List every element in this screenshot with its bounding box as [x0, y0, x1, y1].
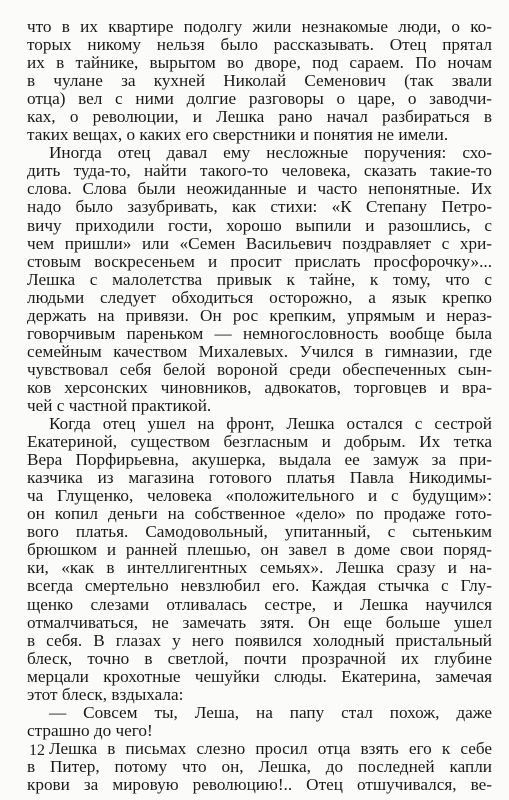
text-line: семейным качеством Михалевых. Учился в гимназии, где	[27, 341, 492, 361]
text-line: щенко слезами отливалась сестре, и Лешка научился	[27, 594, 492, 614]
text-line: ча Глущенко, человека «положительного и с будущим»:	[27, 486, 492, 506]
text-line: Иногда отец давал ему несложные поручения: схо-	[49, 143, 492, 163]
page-number: 12	[29, 742, 45, 759]
text-line: этот блеск, вздыхала:	[27, 684, 184, 704]
text-line: брюшком и ранней плешью, он завел в доме свои поряд-	[27, 540, 492, 560]
text-line: людьми следует обходиться осторожно, а язык крепко	[27, 287, 492, 307]
text-line: чувствовал себя белой вороной среди обеспеченных сын-	[27, 359, 492, 379]
text-line: Вера Порфирьевна, акушерка, выдала ее замуж за при-	[27, 450, 492, 470]
text-line: что в их квартире подолгу жили незнакомые люди, о ко-	[27, 17, 492, 36]
text-line: таких вещах, о каких его сверстники и понятия не имели.	[27, 125, 449, 145]
body-text	[27, 18, 492, 794]
text-line: их в тайнике, вырытом во дворе, под сараем. По ночам	[27, 53, 492, 73]
text-line: дить туда-то, найти такого-то человека, сказать такие-то	[27, 161, 492, 181]
text-line: вичу приходили гости, хорошо выпили и разошлись, с	[27, 215, 492, 235]
text-line: всегда смертельно невзлюбил его. Каждая стычка с Глу-	[27, 576, 492, 596]
text-line: страшно до чего!	[27, 720, 153, 740]
text-line: ки, «как в интеллигентных семьях». Лешка сразу и на-	[27, 558, 492, 578]
text-line: слова. Слова были неожиданные и часто непонятные. Их	[27, 179, 492, 199]
text-line: вого платья. Самодовольный, упитанный, с сытеньким	[27, 522, 492, 542]
text-line: держать на привязи. Он рос крепким, упрямым и нераз-	[27, 305, 492, 325]
text-line: Лешка в письмах слезно просил отца взять его к себе	[49, 738, 492, 758]
text-line: мерцали крохотные чешуйки слюды. Екатерина, замечая	[27, 666, 492, 686]
text-line: стовым воскресеньем и просит прислать просфорочку»...	[27, 251, 492, 271]
text-line: чем пришли» или «Семен Васильевич поздравляет с хри-	[27, 233, 492, 253]
text-line: говорчивым пареньком — немногословность вообще была	[27, 323, 492, 343]
text-line: ков херсонских чиновников, адвокатов, торговцев и вра-	[27, 377, 492, 397]
text-line: чей с частной практикой.	[27, 395, 212, 415]
text-line: ках, о революции, и Лешка рано начал разбираться в	[27, 107, 492, 127]
text-line: отмалчиваться, не замечать зятя. Он еще больше ушел	[27, 612, 492, 632]
text-line: в чулане за кухней Николай Семенович (так звали	[27, 71, 492, 91]
text-line: в себя. В глазах у него появился холодный пристальный	[27, 630, 492, 650]
text-line: крови за мировую революцию!.. Отец отшучивался, ве-	[27, 774, 492, 794]
text-line: в Питер, потому что он, Лешка, до последней капли	[27, 756, 492, 776]
text-line: торых никому нельзя было рассказывать. Отец прятал	[27, 35, 492, 55]
text-line: Екатериной, существом безгласным и добрым. Их тетка	[27, 432, 492, 452]
text-line: он копил деньги на собственное «дело» по продаже гото-	[27, 504, 492, 524]
text-line: надо было зазубривать, как стихи: «К Степану Петро-	[27, 197, 492, 217]
text-line: — Совсем ты, Леша, на папу стал похож, даже	[49, 702, 492, 722]
text-line: блеск, точно в светлой, почти прозрачной их глубине	[27, 648, 492, 668]
text-line: казчика из магазина готового платья Павла Никодимы-	[27, 468, 492, 488]
text-line: отца) вел с ними долгие разговоры о царе, о заводчи-	[27, 89, 492, 109]
text-line: Когда отец ушел на фронт, Лешка остался с сестрой	[49, 414, 492, 434]
text-line: Лешка с малолетства привык к тайне, к тому, что с	[27, 269, 492, 289]
